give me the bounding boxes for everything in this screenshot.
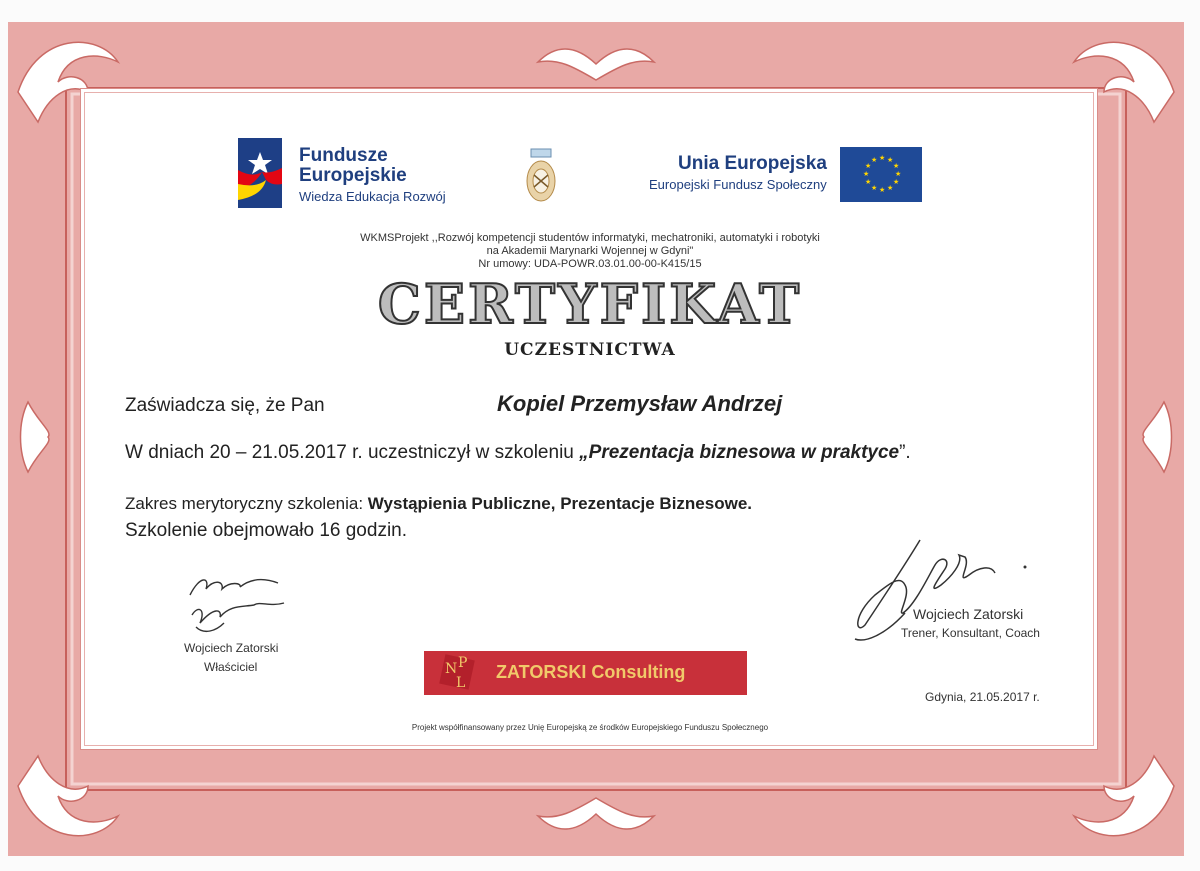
svg-text:★: ★ [887, 184, 894, 192]
svg-text:★: ★ [871, 156, 878, 164]
certifies-text: Zaświadcza się, że Pan [125, 395, 325, 416]
eu-flag-icon [840, 147, 922, 202]
hours-line: Szkolenie obejmowało 16 godzin. [125, 520, 408, 541]
svg-text:★: ★ [887, 156, 894, 164]
svg-text:★: ★ [871, 184, 878, 192]
svg-text:★: ★ [865, 162, 872, 170]
funding-footer: Projekt współfinansowany przez Unię Europejską ze środków Europejskiego Funduszu Społecznego [411, 723, 769, 732]
svg-text:★: ★ [879, 186, 886, 194]
scope-line [125, 494, 752, 514]
left-signature [180, 565, 290, 640]
dates-prefix: W dniach 20 – 21.05.2017 r. uczestniczył w szkoleniu [125, 442, 580, 463]
svg-text:★: ★ [879, 154, 886, 162]
left-signer-role: Właściciel [204, 660, 258, 674]
scope-prefix: Zakres merytoryczny szkolenia: [125, 494, 368, 513]
svg-text:★: ★ [865, 178, 872, 186]
company-name: ZATORSKI Consulting [496, 662, 686, 682]
fundusze-line1: Fundusze [299, 145, 388, 166]
certificate-title: CERTYFIKAT [377, 272, 803, 336]
dates-suffix: ”. [899, 442, 911, 463]
certificate-subtitle: UCZESTNICTWA [504, 340, 676, 360]
left-signer-name: Wojciech Zatorski [184, 641, 279, 655]
svg-text:★: ★ [893, 162, 900, 170]
ue-title: Unia Europejska [678, 153, 827, 174]
course-title: „Prezentacja biznesowa w praktyce [579, 442, 900, 463]
academy-crest-icon [522, 147, 560, 207]
fundusze-europejskie-logo [238, 138, 282, 208]
right-signer-name: Wojciech Zatorski [913, 606, 1024, 622]
svg-text:N: N [445, 661, 458, 677]
svg-text:★: ★ [863, 170, 870, 178]
fundusze-line2: Europejskie [299, 165, 407, 186]
svg-text:★: ★ [893, 178, 900, 186]
scope-value: Wystąpienia Publiczne, Prezentacje Biznesowe. [367, 494, 752, 513]
svg-text:★: ★ [895, 170, 902, 178]
project-line3: Nr umowy: UDA-POWR.03.01.00-00-K415/15 [478, 258, 702, 270]
svg-text:P: P [458, 655, 468, 671]
dates-line [125, 442, 911, 464]
right-signer-role: Trener, Konsultant, Coach [901, 626, 1040, 640]
fundusze-tagline: Wiedza Edukacja Rozwój [299, 189, 446, 204]
participant-name: Kopiel Przemysław Andrzej [497, 391, 783, 416]
svg-text:L: L [456, 675, 466, 691]
project-line2: na Akademii Marynarki Wojennej w Gdyni" [486, 245, 694, 257]
ue-subtitle: Europejski Fundusz Społeczny [649, 177, 827, 192]
project-line1: WKMSProjekt ,,Rozwój kompetencji studentów informatyki, mechatroniki, automatyki i robotyki [360, 232, 820, 244]
issue-date: Gdynia, 21.05.2017 r. [925, 690, 1040, 704]
project-info [300, 232, 880, 271]
